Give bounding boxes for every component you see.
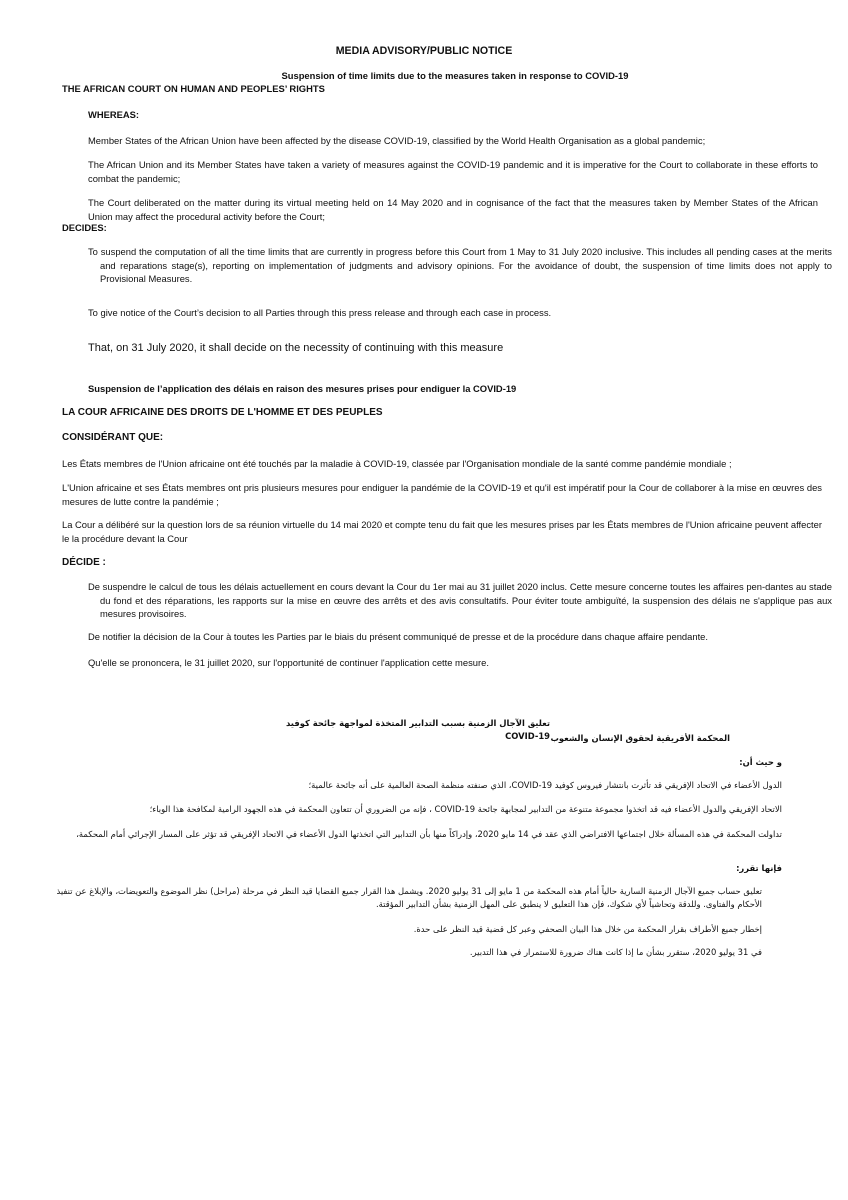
en-decides-paragraph: To suspend the computation of all the time limits that are currently in progress before this Court from 1 May to 31 July 2020 inclusive. This includes all pending cases at the merits and reparations stage(s), reporting on implementation of judgments and advisory opinions. For the avoidance of doubt, the suspension of time limits does not apply to Provisional Measures. (88, 246, 832, 285)
en-court-name: THE AFRICAN COURT ON HUMAN AND PEOPLES’ RIGHTS (62, 83, 325, 94)
ar-whereas-paragraph: الاتحاد الإفريقي والدول الأعضاء فيه قد اتخذوا مجموعة متنوعة من التدابير لمجابهة جائحة COVID-19 ، فإنه من الضروري أن تتعاون المحكمة في هذه الجهود الرامية لمكافحة هذا الوباء؛ (149, 804, 782, 814)
fr-subtitle: Suspension de l’application des délais en raison des mesures prises pour endiguer la COVID-19 (88, 383, 517, 394)
ar-decides-paragraph: في 31 يوليو 2020، ستقرر بشأن ما إذا كانت هناك ضرورة للاستمرار في هذا التدبير. (469, 947, 762, 957)
en-whereas-paragraph: The African Union and its Member States have taken a variety of measures against the COVID-19 pandemic and it is imperative for the Court to collaborate in these efforts to combat the pandemic; (88, 159, 818, 184)
ar-court-name: المحكمة الأفريقية لحقوق الإنسان والشعوب (550, 733, 730, 743)
fr-decides-paragraph: De suspendre le calcul de tous les délais actuellement en cours devant la Cour du 1er mai au 31 juillet 2020 inclus. Cette mesure concerne toutes les affaires pen-dantes au stade du fond et des réparations, les rapports sur la mise en œuvre des arrêts et des avis consultatifs. Pour éviter toute ambiguïté, la suspension des délais ne s'applique pas aux mesures provisoires. (88, 581, 832, 620)
en-whereas-heading: WHEREAS: (88, 109, 140, 120)
ar-decides-paragraph: إخطار جميع الأطراف بقرار المحكمة من خلال هذا البيان الصحفي وعبر كل قضية قيد النظر على حدة. (413, 924, 762, 934)
fr-decides-heading: DÉCIDE : (62, 557, 106, 568)
en-decides-heading: DECIDES: (62, 222, 107, 233)
document-title: MEDIA ADVISORY/PUBLIC NOTICE (335, 45, 513, 57)
fr-decides-paragraph: De notifier la décision de la Cour à toutes les Parties par le biais du présent communiqué de presse et de la procédure dans chaque affaire pendante. (88, 631, 708, 642)
ar-whereas-heading: و حيث أن: (739, 757, 782, 767)
fr-whereas-paragraph: Les États membres de l'Union africaine ont été touchés par la maladie à COVID-19, classée par l'Organisation mondiale de la santé comme pandémie mondiale ; (62, 458, 732, 469)
ar-decides-paragraph: تعليق حساب جميع الآجال الزمنية السارية حالياً أمام هذه المحكمة من 1 مايو إلى 31 يوليو 2020. ويشمل هذا القرار جميع القضايا قيد النظر في مرحلة (مراحل) نظر الموضوع والتعويضات، والإبلاغ عن تنفيذ الأحكام والفتاوى. وللدقة وتحاشياً لأي شكوك، فإن هذا التعليق لا ينطبق على المهل الزمنية بشأن التدابير المؤقتة. (56, 886, 762, 909)
en-whereas-paragraph: The Court deliberated on the matter during its virtual meeting held on 14 May 2020 and in cognisance of the fact that the measures taken by Member States of the African Union may affect the procedural activity before the Court; (88, 197, 818, 222)
en-decides-paragraph: To give notice of the Court’s decision to all Parties through this press release and through each case in process. (88, 307, 552, 318)
fr-whereas-paragraph: L'Union africaine et ses États membres ont pris plusieurs mesures pour endiguer la pandémie de la COVID-19 et qu'il est impératif pour la Cour de collaborer à la mise en œuvres des mesures de lutte contre la pandémie ; (62, 482, 822, 507)
en-whereas-paragraph: Member States of the African Union have been affected by the disease COVID-19, classified by the World Health Organisation as a global pandemic; (88, 135, 706, 146)
fr-court-name: LA COUR AFRICAINE DES DROITS DE L'HOMME ET DES PEUPLES (62, 407, 383, 418)
fr-whereas-heading: CONSIDÉRANT QUE: (62, 432, 164, 443)
ar-decides-heading: فإنها تقرر: (736, 863, 782, 873)
en-subtitle: Suspension of time limits due to the measures taken in response to COVID-19 (281, 70, 629, 81)
fr-whereas-paragraph: La Cour a délibéré sur la question lors de sa réunion virtuelle du 14 mai 2020 et compte tenu du fait que les mesures prises par les États membres de l'Union africaine peuvent affecter le la procédure devant la Cour (62, 519, 822, 544)
en-decides-paragraph: That, on 31 July 2020, it shall decide on the necessity of continuing with this measure (88, 342, 504, 354)
ar-whereas-paragraph: الدول الأعضاء في الاتحاد الإفريقي قد تأثرت بانتشار فيروس كوفيد COVID-19، الذي صنفته منظمة الصحة العالمية على أنه جائحة عالمية؛ (308, 780, 782, 790)
ar-subtitle: تعليق الآجال الزمنية بسبب التدابير المتخذة لمواجهة جائحة كوفيد COVID-19 (285, 718, 550, 741)
ar-whereas-paragraph: تداولت المحكمة في هذه المسألة خلال اجتماعها الافتراضي الذي عقد في 14 مايو 2020، وإدراكاً منها بأن التدابير التي اتخذتها الدول الأعضاء في الاتحاد الإفريقي قد تؤثر على المسار الإجرائي أمام المحكمة، (76, 829, 782, 839)
fr-decides-paragraph: Qu'elle se prononcera, le 31 juillet 2020, sur l'opportunité de continuer l'application cette mesure. (88, 657, 489, 668)
